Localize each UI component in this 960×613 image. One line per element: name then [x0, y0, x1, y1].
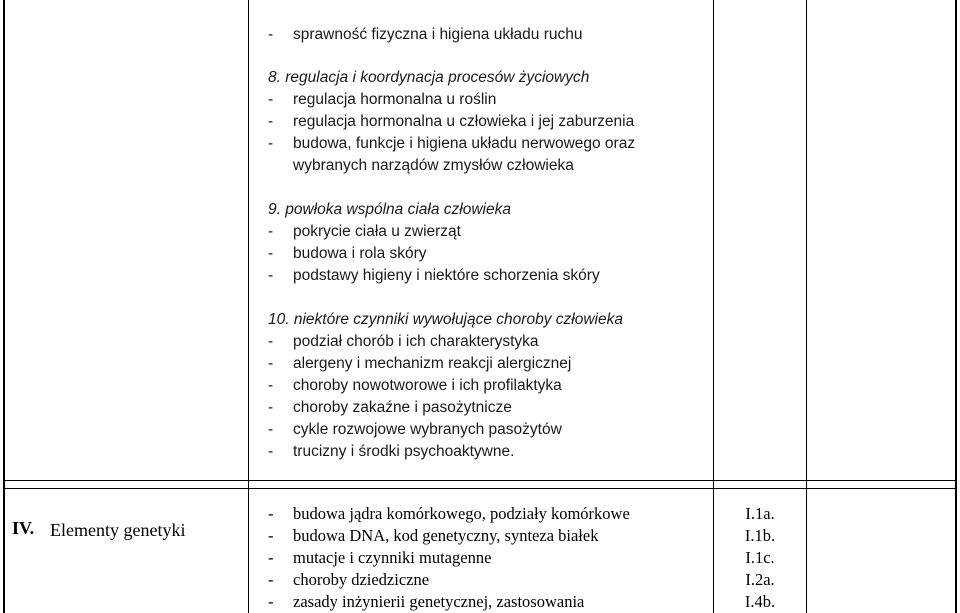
dash-marker: -	[268, 91, 274, 108]
table-border-right	[955, 0, 957, 613]
list-item-text: alergeny i mechanizm reakcji alergicznej	[293, 355, 572, 372]
section-number: IV.	[12, 518, 35, 538]
dash-marker: -	[268, 443, 274, 460]
column-divider-1	[248, 0, 249, 613]
section-heading-text: 9. powłoka wspólna ciała człowieka	[268, 201, 511, 218]
section-heading	[268, 199, 511, 221]
column-divider-3	[806, 0, 807, 613]
list-item-text: cykle rozwojowe wybranych pasożytów	[293, 421, 562, 438]
row-divider-top	[3, 480, 956, 481]
dash-marker: -	[268, 135, 274, 152]
list-item-text: choroby nowotworowe i ich profilaktyka	[293, 377, 562, 394]
dash-marker: -	[268, 267, 274, 284]
dash-marker: -	[268, 570, 274, 589]
top-content-cell	[268, 0, 708, 480]
list-item-text: budowa, funkcje i higiena układu nerwowego oraz	[293, 135, 636, 152]
list-item-text: choroby dziedziczne	[293, 570, 430, 589]
list-item-text: budowa DNA, kod genetyczny, synteza białek	[293, 526, 599, 545]
curriculum-code: I.1a.	[745, 504, 775, 523]
dash-marker: -	[268, 377, 274, 394]
list-item-text: wybranych narządów zmysłów człowieka	[293, 157, 574, 174]
dash-marker: -	[268, 399, 274, 416]
list-item-text: trucizny i środki psychoaktywne.	[293, 443, 515, 460]
curriculum-code: I.2a.	[745, 570, 775, 589]
section-heading-text: 8. regulacja i koordynacja procesów życiowych	[268, 69, 590, 86]
curriculum-code: I.4b.	[744, 592, 776, 611]
dash-marker: -	[268, 421, 274, 438]
section-heading-text: 10. niektóre czynniki wywołujące choroby człowieka	[268, 311, 623, 328]
list-item-text: zasady inżynierii genetycznej, zastosowania	[293, 592, 585, 611]
dash-marker: -	[268, 223, 274, 240]
dash-marker: -	[268, 113, 274, 130]
dash-marker: -	[268, 333, 274, 350]
section-title: Elementy genetyki	[50, 520, 186, 540]
list-item-text: budowa i rola skóry	[293, 245, 427, 262]
codes-cell	[714, 489, 806, 613]
list-item-text: regulacja hormonalna u roślin	[293, 91, 497, 108]
list-item-text: choroby zakaźne i pasożytnicze	[293, 399, 512, 416]
bottom-content-cell	[268, 489, 708, 613]
list-item-text: sprawność fizyczna i higiena układu ruchu	[293, 26, 583, 43]
list-item-text: pokrycie ciała u zwierząt	[293, 223, 461, 240]
dash-marker: -	[268, 548, 274, 567]
dash-marker: -	[268, 526, 274, 545]
list-item-text: regulacja hormonalna u człowieka i jej zaburzenia	[293, 113, 635, 130]
dash-marker: -	[268, 592, 274, 611]
section-label-cell	[4, 489, 248, 613]
section-heading	[268, 309, 623, 331]
curriculum-code: I.1c.	[745, 548, 775, 567]
curriculum-code: I.1b.	[744, 526, 776, 545]
dash-marker: -	[268, 504, 274, 523]
list-item-text: budowa jądra komórkowego, podziały komórkowe	[293, 504, 630, 523]
dash-marker: -	[268, 355, 274, 372]
list-item-text: mutacje i czynniki mutagenne	[293, 548, 492, 567]
section-heading	[268, 67, 589, 89]
list-item-text: podział chorób i ich charakterystyka	[293, 333, 539, 350]
dash-marker: -	[268, 245, 274, 262]
dash-marker: -	[268, 26, 274, 43]
list-item-text: podstawy higieny i niektóre schorzenia skóry	[293, 267, 600, 284]
